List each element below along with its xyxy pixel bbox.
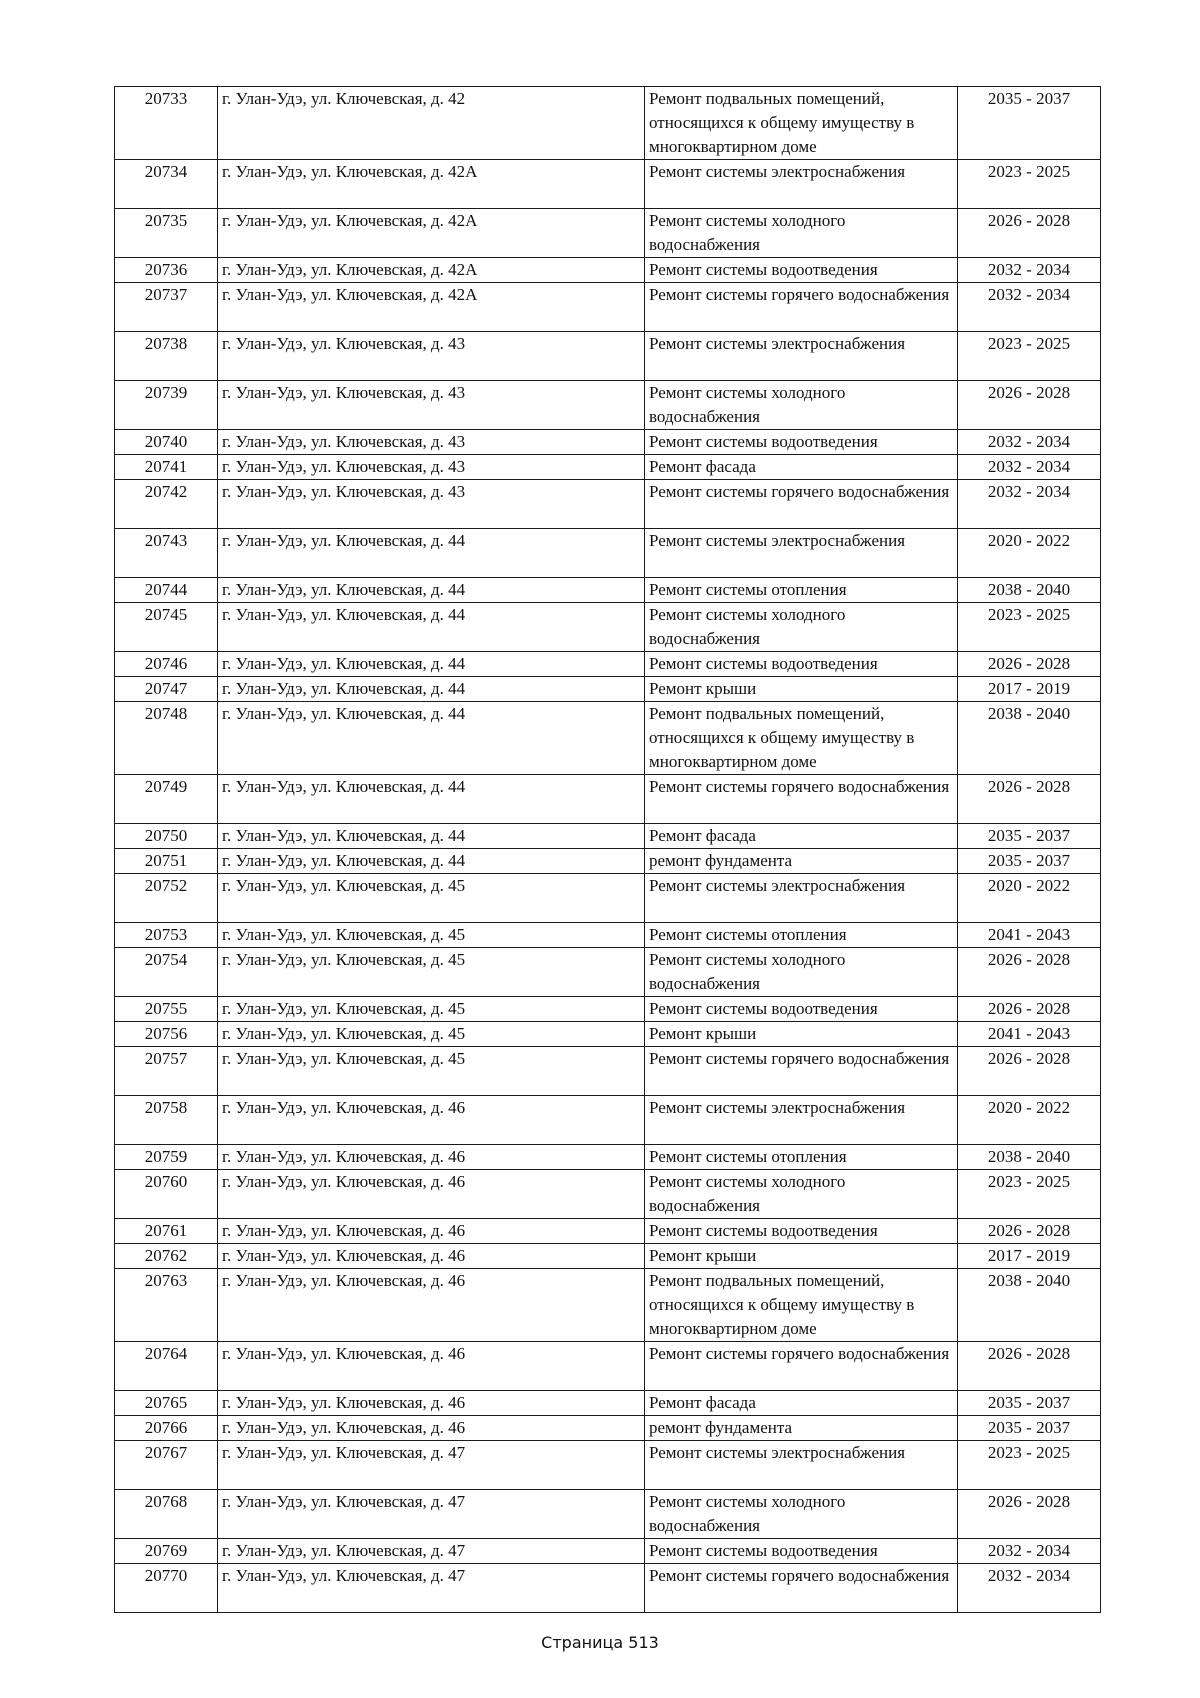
period-cell: 2041 - 2043: [958, 1022, 1101, 1047]
period-cell: 2032 - 2034: [958, 283, 1101, 332]
address-cell: г. Улан-Удэ, ул. Ключевская, д. 45: [218, 923, 645, 948]
row-number-cell: 20756: [115, 1022, 218, 1047]
table-row: [115, 1096, 1101, 1145]
work-type-cell: ремонт фундамента: [645, 1416, 958, 1441]
address-cell: г. Улан-Удэ, ул. Ключевская, д. 45: [218, 948, 645, 997]
address-cell: г. Улан-Удэ, ул. Ключевская, д. 43: [218, 455, 645, 480]
work-type-cell: Ремонт системы водоотведения: [645, 997, 958, 1022]
row-number-cell: 20769: [115, 1539, 218, 1564]
row-number-cell: 20753: [115, 923, 218, 948]
address-cell: г. Улан-Удэ, ул. Ключевская, д. 43: [218, 332, 645, 381]
table-row: [115, 1490, 1101, 1539]
address-cell: г. Улан-Удэ, ул. Ключевская, д. 44: [218, 677, 645, 702]
row-number-cell: 20767: [115, 1441, 218, 1490]
table-row: [115, 775, 1101, 824]
period-cell: 2026 - 2028: [958, 209, 1101, 258]
table-row: [115, 874, 1101, 923]
row-number-cell: 20755: [115, 997, 218, 1022]
address-cell: г. Улан-Удэ, ул. Ключевская, д. 45: [218, 997, 645, 1022]
period-cell: 2038 - 2040: [958, 1145, 1101, 1170]
work-type-cell: Ремонт системы горячего водоснабжения: [645, 775, 958, 824]
work-type-cell: Ремонт подвальных помещений, относящихся к общему имуществу в многоквартирном доме: [645, 1269, 958, 1342]
work-type-cell: Ремонт подвальных помещений, относящихся к общему имуществу в многоквартирном доме: [645, 87, 958, 160]
table-row: [115, 1564, 1101, 1613]
row-number-cell: 20733: [115, 87, 218, 160]
table-row: [115, 1539, 1101, 1564]
table-row: [115, 455, 1101, 480]
table-row: [115, 1047, 1101, 1096]
address-cell: г. Улан-Удэ, ул. Ключевская, д. 43: [218, 480, 645, 529]
period-cell: 2026 - 2028: [958, 652, 1101, 677]
row-number-cell: 20760: [115, 1170, 218, 1219]
table-row: [115, 677, 1101, 702]
table-row: [115, 1416, 1101, 1441]
row-number-cell: 20743: [115, 529, 218, 578]
address-cell: г. Улан-Удэ, ул. Ключевская, д. 42А: [218, 160, 645, 209]
row-number-cell: 20750: [115, 824, 218, 849]
period-cell: 2017 - 2019: [958, 677, 1101, 702]
table-row: [115, 87, 1101, 160]
address-cell: г. Улан-Удэ, ул. Ключевская, д. 47: [218, 1539, 645, 1564]
address-cell: г. Улан-Удэ, ул. Ключевская, д. 44: [218, 849, 645, 874]
row-number-cell: 20761: [115, 1219, 218, 1244]
address-cell: г. Улан-Удэ, ул. Ключевская, д. 44: [218, 775, 645, 824]
table-row: [115, 283, 1101, 332]
work-type-cell: Ремонт системы электроснабжения: [645, 874, 958, 923]
period-cell: 2023 - 2025: [958, 332, 1101, 381]
address-cell: г. Улан-Удэ, ул. Ключевская, д. 46: [218, 1244, 645, 1269]
table-row: [115, 381, 1101, 430]
table-row: [115, 997, 1101, 1022]
table-row: [115, 702, 1101, 775]
address-cell: г. Улан-Удэ, ул. Ключевская, д. 44: [218, 702, 645, 775]
work-type-cell: Ремонт системы электроснабжения: [645, 332, 958, 381]
address-cell: г. Улан-Удэ, ул. Ключевская, д. 44: [218, 529, 645, 578]
period-cell: 2038 - 2040: [958, 1269, 1101, 1342]
work-type-cell: Ремонт системы холодного водоснабжения: [645, 209, 958, 258]
work-type-cell: Ремонт системы электроснабжения: [645, 1096, 958, 1145]
period-cell: 2020 - 2022: [958, 1096, 1101, 1145]
work-type-cell: Ремонт системы водоотведения: [645, 1219, 958, 1244]
work-type-cell: Ремонт системы холодного водоснабжения: [645, 381, 958, 430]
work-type-cell: Ремонт подвальных помещений, относящихся к общему имуществу в многоквартирном доме: [645, 702, 958, 775]
row-number-cell: 20737: [115, 283, 218, 332]
work-type-cell: Ремонт фасада: [645, 824, 958, 849]
period-cell: 2032 - 2034: [958, 258, 1101, 283]
address-cell: г. Улан-Удэ, ул. Ключевская, д. 43: [218, 430, 645, 455]
period-cell: 2017 - 2019: [958, 1244, 1101, 1269]
row-number-cell: 20736: [115, 258, 218, 283]
work-type-cell: Ремонт системы горячего водоснабжения: [645, 283, 958, 332]
period-cell: 2023 - 2025: [958, 603, 1101, 652]
period-cell: 2026 - 2028: [958, 997, 1101, 1022]
row-number-cell: 20764: [115, 1342, 218, 1391]
table-row: [115, 948, 1101, 997]
period-cell: 2020 - 2022: [958, 529, 1101, 578]
row-number-cell: 20762: [115, 1244, 218, 1269]
work-type-cell: Ремонт фасада: [645, 1391, 958, 1416]
period-cell: 2032 - 2034: [958, 1539, 1101, 1564]
address-cell: г. Улан-Удэ, ул. Ключевская, д. 46: [218, 1269, 645, 1342]
work-type-cell: Ремонт системы водоотведения: [645, 258, 958, 283]
table-row: [115, 480, 1101, 529]
table-row: [115, 332, 1101, 381]
work-type-cell: Ремонт системы холодного водоснабжения: [645, 603, 958, 652]
work-type-cell: Ремонт системы водоотведения: [645, 430, 958, 455]
table-row: [115, 1170, 1101, 1219]
address-cell: г. Улан-Удэ, ул. Ключевская, д. 46: [218, 1145, 645, 1170]
work-type-cell: Ремонт крыши: [645, 1244, 958, 1269]
address-cell: г. Улан-Удэ, ул. Ключевская, д. 45: [218, 1022, 645, 1047]
row-number-cell: 20747: [115, 677, 218, 702]
table-row: [115, 1269, 1101, 1342]
row-number-cell: 20741: [115, 455, 218, 480]
table-row: [115, 1219, 1101, 1244]
address-cell: г. Улан-Удэ, ул. Ключевская, д. 45: [218, 1047, 645, 1096]
address-cell: г. Улан-Удэ, ул. Ключевская, д. 47: [218, 1564, 645, 1613]
row-number-cell: 20752: [115, 874, 218, 923]
table-body: [115, 87, 1101, 1613]
row-number-cell: 20748: [115, 702, 218, 775]
address-cell: г. Улан-Удэ, ул. Ключевская, д. 46: [218, 1096, 645, 1145]
address-cell: г. Улан-Удэ, ул. Ключевская, д. 44: [218, 824, 645, 849]
row-number-cell: 20754: [115, 948, 218, 997]
address-cell: г. Улан-Удэ, ул. Ключевская, д. 42: [218, 87, 645, 160]
work-type-cell: ремонт фундамента: [645, 849, 958, 874]
row-number-cell: 20749: [115, 775, 218, 824]
period-cell: 2026 - 2028: [958, 1490, 1101, 1539]
work-type-cell: Ремонт системы горячего водоснабжения: [645, 1564, 958, 1613]
work-type-cell: Ремонт системы горячего водоснабжения: [645, 480, 958, 529]
work-type-cell: Ремонт системы горячего водоснабжения: [645, 1047, 958, 1096]
work-type-cell: Ремонт системы отопления: [645, 578, 958, 603]
address-cell: г. Улан-Удэ, ул. Ключевская, д. 46: [218, 1342, 645, 1391]
address-cell: г. Улан-Удэ, ул. Ключевская, д. 45: [218, 874, 645, 923]
table-row: [115, 1145, 1101, 1170]
row-number-cell: 20768: [115, 1490, 218, 1539]
row-number-cell: 20765: [115, 1391, 218, 1416]
row-number-cell: 20740: [115, 430, 218, 455]
address-cell: г. Улан-Удэ, ул. Ключевская, д. 47: [218, 1490, 645, 1539]
period-cell: 2020 - 2022: [958, 874, 1101, 923]
work-type-cell: Ремонт системы горячего водоснабжения: [645, 1342, 958, 1391]
period-cell: 2035 - 2037: [958, 1416, 1101, 1441]
address-cell: г. Улан-Удэ, ул. Ключевская, д. 46: [218, 1416, 645, 1441]
work-type-cell: Ремонт системы водоотведения: [645, 1539, 958, 1564]
table-row: [115, 578, 1101, 603]
work-type-cell: Ремонт крыши: [645, 677, 958, 702]
work-type-cell: Ремонт системы отопления: [645, 923, 958, 948]
row-number-cell: 20738: [115, 332, 218, 381]
address-cell: г. Улан-Удэ, ул. Ключевская, д. 46: [218, 1170, 645, 1219]
table-row: [115, 1244, 1101, 1269]
work-type-cell: Ремонт системы электроснабжения: [645, 1441, 958, 1490]
table-row: [115, 1342, 1101, 1391]
row-number-cell: 20770: [115, 1564, 218, 1613]
period-cell: 2035 - 2037: [958, 1391, 1101, 1416]
table-row: [115, 849, 1101, 874]
period-cell: 2026 - 2028: [958, 1047, 1101, 1096]
address-cell: г. Улан-Удэ, ул. Ключевская, д. 46: [218, 1219, 645, 1244]
table-row: [115, 603, 1101, 652]
repair-schedule-table: [114, 86, 1101, 1613]
period-cell: 2026 - 2028: [958, 948, 1101, 997]
work-type-cell: Ремонт фасада: [645, 455, 958, 480]
period-cell: 2035 - 2037: [958, 824, 1101, 849]
period-cell: 2023 - 2025: [958, 1441, 1101, 1490]
address-cell: г. Улан-Удэ, ул. Ключевская, д. 43: [218, 381, 645, 430]
period-cell: 2032 - 2034: [958, 1564, 1101, 1613]
address-cell: г. Улан-Удэ, ул. Ключевская, д. 44: [218, 652, 645, 677]
table-row: [115, 160, 1101, 209]
period-cell: 2041 - 2043: [958, 923, 1101, 948]
table-row: [115, 430, 1101, 455]
row-number-cell: 20751: [115, 849, 218, 874]
period-cell: 2023 - 2025: [958, 160, 1101, 209]
table-row: [115, 652, 1101, 677]
period-cell: 2026 - 2028: [958, 381, 1101, 430]
address-cell: г. Улан-Удэ, ул. Ключевская, д. 46: [218, 1391, 645, 1416]
table-row: [115, 209, 1101, 258]
address-cell: г. Улан-Удэ, ул. Ключевская, д. 47: [218, 1441, 645, 1490]
row-number-cell: 20745: [115, 603, 218, 652]
row-number-cell: 20734: [115, 160, 218, 209]
period-cell: 2026 - 2028: [958, 1219, 1101, 1244]
work-type-cell: Ремонт системы холодного водоснабжения: [645, 948, 958, 997]
work-type-cell: Ремонт системы холодного водоснабжения: [645, 1490, 958, 1539]
table-row: [115, 923, 1101, 948]
period-cell: 2032 - 2034: [958, 455, 1101, 480]
period-cell: 2026 - 2028: [958, 775, 1101, 824]
table-row: [115, 1441, 1101, 1490]
work-type-cell: Ремонт системы отопления: [645, 1145, 958, 1170]
row-number-cell: 20744: [115, 578, 218, 603]
address-cell: г. Улан-Удэ, ул. Ключевская, д. 42А: [218, 283, 645, 332]
page-number: Страница 513: [541, 1633, 659, 1652]
address-cell: г. Улан-Удэ, ул. Ключевская, д. 44: [218, 603, 645, 652]
period-cell: 2035 - 2037: [958, 87, 1101, 160]
address-cell: г. Улан-Удэ, ул. Ключевская, д. 42А: [218, 258, 645, 283]
table-row: [115, 258, 1101, 283]
table-row: [115, 529, 1101, 578]
row-number-cell: 20763: [115, 1269, 218, 1342]
table-row: [115, 824, 1101, 849]
address-cell: г. Улан-Удэ, ул. Ключевская, д. 42А: [218, 209, 645, 258]
work-type-cell: Ремонт крыши: [645, 1022, 958, 1047]
period-cell: 2023 - 2025: [958, 1170, 1101, 1219]
row-number-cell: 20735: [115, 209, 218, 258]
work-type-cell: Ремонт системы водоотведения: [645, 652, 958, 677]
row-number-cell: 20739: [115, 381, 218, 430]
period-cell: 2026 - 2028: [958, 1342, 1101, 1391]
work-type-cell: Ремонт системы электроснабжения: [645, 160, 958, 209]
row-number-cell: 20746: [115, 652, 218, 677]
row-number-cell: 20758: [115, 1096, 218, 1145]
table-row: [115, 1022, 1101, 1047]
table-row: [115, 1391, 1101, 1416]
row-number-cell: 20757: [115, 1047, 218, 1096]
work-type-cell: Ремонт системы электроснабжения: [645, 529, 958, 578]
address-cell: г. Улан-Удэ, ул. Ключевская, д. 44: [218, 578, 645, 603]
row-number-cell: 20742: [115, 480, 218, 529]
row-number-cell: 20759: [115, 1145, 218, 1170]
work-type-cell: Ремонт системы холодного водоснабжения: [645, 1170, 958, 1219]
period-cell: 2038 - 2040: [958, 702, 1101, 775]
period-cell: 2032 - 2034: [958, 480, 1101, 529]
period-cell: 2035 - 2037: [958, 849, 1101, 874]
period-cell: 2032 - 2034: [958, 430, 1101, 455]
period-cell: 2038 - 2040: [958, 578, 1101, 603]
row-number-cell: 20766: [115, 1416, 218, 1441]
